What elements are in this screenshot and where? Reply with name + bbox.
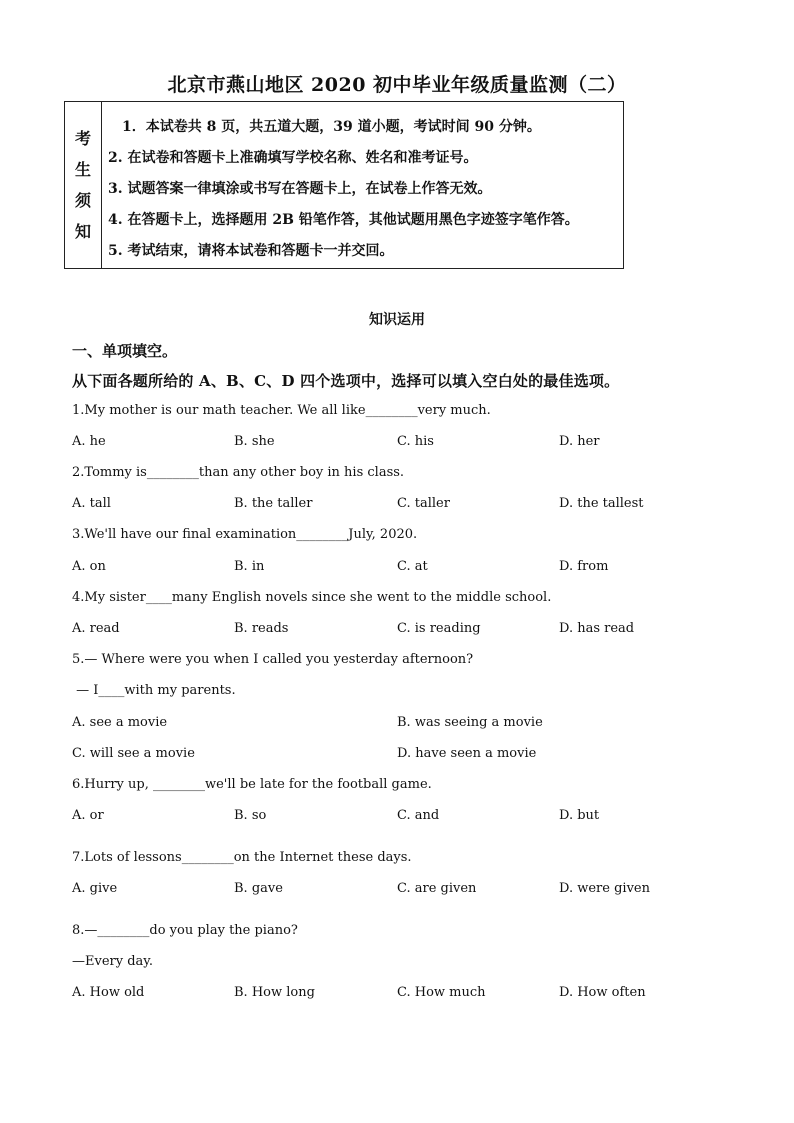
- option-d: D. has read: [559, 621, 635, 636]
- option-d: D. but: [559, 808, 600, 823]
- question-stem: 3.We'll have our final examination________July, 2020.: [72, 527, 418, 542]
- option-c: C. will see a movie: [72, 746, 195, 761]
- option-c: C. taller: [397, 496, 450, 511]
- question-stem: 5.— Where were you when I called you yesterday afternoon?: [72, 652, 474, 667]
- option-d: D. the tallest: [559, 496, 644, 511]
- option-b: B. gave: [234, 881, 283, 896]
- option-a: A. on: [72, 559, 106, 574]
- question-stem: 7.Lots of lessons________on the Internet these days.: [72, 850, 412, 865]
- option-c: C. How much: [397, 985, 486, 1000]
- option-b: B. How long: [234, 985, 315, 1000]
- option-d: D. from: [559, 559, 609, 574]
- question-stem: 6.Hurry up, ________we'll be late for the football game.: [72, 777, 432, 792]
- section-heading: 知识运用: [369, 312, 425, 328]
- option-c: C. and: [397, 808, 440, 823]
- notice-item: 5. 考试结束，请将本试卷和答题卡一并交回。: [108, 243, 394, 259]
- option-b: B. was seeing a movie: [397, 715, 543, 730]
- option-a: A. see a movie: [72, 715, 168, 730]
- notice-item: 3. 试题答案一律填涂或书写在答题卡上，在试卷上作答无效。: [108, 181, 492, 197]
- option-a: A. give: [72, 881, 118, 896]
- notice-label-char: 须: [74, 191, 91, 210]
- notice-item: 1．本试卷共 8 页，共五道大题，39 道小题，考试时间 90 分钟。: [122, 119, 541, 135]
- part-title: 一、单项填空。: [72, 342, 178, 360]
- option-d: D. her: [559, 434, 600, 449]
- option-c: C. are given: [397, 881, 477, 896]
- option-d: D. were given: [559, 881, 650, 896]
- question-stem: 8.—________do you play the piano?: [72, 923, 298, 938]
- option-c: C. is reading: [397, 621, 481, 636]
- notice-label-char: 生: [74, 160, 91, 179]
- option-c: C. at: [397, 559, 428, 574]
- part-instruction: 从下面各题所给的 A、B、C、D 四个选项中，选择可以填入空白处的最佳选项。: [72, 372, 620, 390]
- notice-item: 4. 在答题卡上，选择题用 2B 铅笔作答，其他试题用黑色字迹签字笔作答。: [108, 212, 579, 228]
- notice-label: [65, 102, 102, 268]
- option-c: C. his: [397, 434, 434, 449]
- exam-title: 北京市燕山地区 2020 初中毕业年级质量监测（二）: [167, 74, 627, 96]
- option-a: A. tall: [72, 496, 111, 511]
- option-a: A. he: [72, 434, 106, 449]
- notice-items: [102, 102, 623, 268]
- option-b: B. in: [234, 559, 265, 574]
- option-d: D. How often: [559, 985, 646, 1000]
- option-a: A. or: [72, 808, 104, 823]
- option-a: A. read: [72, 621, 120, 636]
- question-reply: — I____with my parents.: [72, 683, 236, 698]
- notice-label-char: 考: [74, 129, 91, 148]
- question-stem: 2.Tommy is________than any other boy in his class.: [72, 465, 405, 480]
- question-reply: —Every day.: [72, 954, 154, 969]
- option-b: B. so: [234, 808, 267, 823]
- option-b: B. she: [234, 434, 275, 449]
- question-stem: 1.My mother is our math teacher. We all like________very much.: [72, 403, 491, 418]
- notice-label-char: 知: [74, 222, 91, 241]
- notice-item: 2. 在试卷和答题卡上准确填写学校名称、姓名和准考证号。: [108, 150, 478, 166]
- candidate-notice-box: [64, 101, 624, 269]
- question-stem: 4.My sister____many English novels since she went to the middle school.: [72, 590, 552, 605]
- option-b: B. reads: [234, 621, 289, 636]
- option-b: B. the taller: [234, 496, 313, 511]
- option-d: D. have seen a movie: [397, 746, 537, 761]
- option-a: A. How old: [72, 985, 145, 1000]
